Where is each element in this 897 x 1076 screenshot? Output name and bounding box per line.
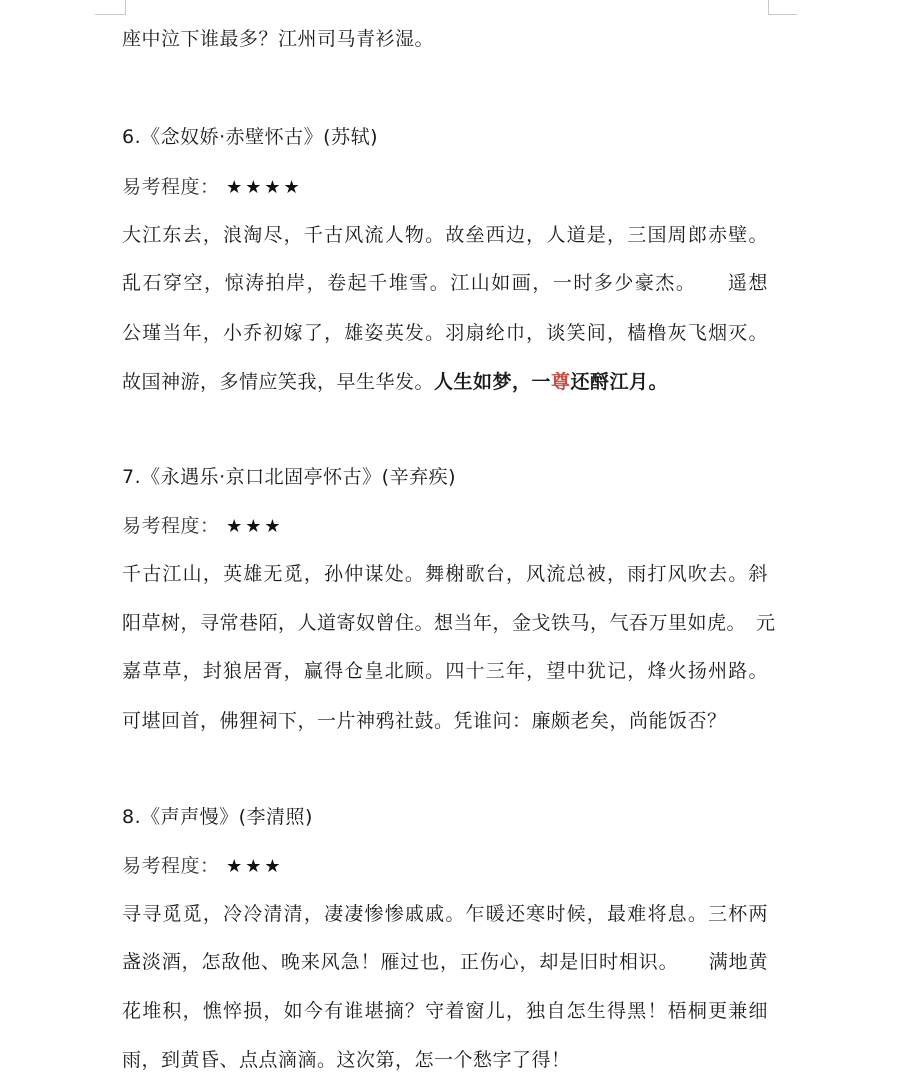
poem6-line-2: 乱石穿空，惊涛拍岸，卷起千堆雪。江山如画，一时多少豪杰。 遥想 — [122, 272, 768, 294]
poem8-line-2: 盏淡酒，怎敌他、晚来风急！雁过也，正伤心，却是旧时相识。 满地黄 — [122, 951, 768, 973]
poem8-heading: 8.《声声慢》(李清照) — [122, 806, 313, 828]
poem6-line-4 — [122, 367, 668, 394]
rating-label: 易考程度： — [122, 515, 220, 537]
poem8-line-1: 寻寻觅觅，冷冷清清，凄凄惨惨戚戚。乍暖还寒时候，最难将息。三杯两 — [122, 903, 768, 925]
star-icon: ★★★ — [226, 516, 284, 537]
poem6-rating — [122, 172, 303, 199]
star-icon: ★★★ — [226, 856, 284, 877]
poem7-line-2: 阳草树，寻常巷陌，人道寄奴曾住。想当年，金戈铁马，气吞万里如虎。 元 — [122, 612, 776, 634]
poem6-line-4-bold-b: 还酹江月。 — [570, 371, 669, 393]
poem7-line-4: 可堪回首，佛狸祠下，一片神鸦社鼓。凭谁问：廉颇老矣，尚能饭否？ — [122, 710, 727, 732]
poem6-line-4-highlight: 尊 — [551, 371, 571, 393]
star-icon: ★★★★ — [226, 177, 303, 198]
poem7-line-3: 嘉草草，封狼居胥，赢得仓皇北顾。四十三年，望中犹记，烽火扬州路。 — [122, 660, 768, 682]
poem7-rating — [122, 511, 283, 538]
poem8-line-3: 花堆积，憔悴损，如今有谁堪摘？守着窗儿，独自怎生得黑！梧桐更兼细 — [122, 1000, 768, 1022]
rating-label: 易考程度： — [122, 855, 220, 877]
poem8-rating — [122, 851, 283, 878]
poem8-line-4: 雨，到黄昏、点点滴滴。这次第，怎一个愁字了得！ — [122, 1049, 571, 1071]
poem6-line-4-bold-a: 人生如梦，一 — [434, 371, 552, 393]
crop-mark-left — [95, 0, 126, 15]
carryover-line: 座中泣下谁最多？江州司马青衫湿。 — [122, 28, 435, 50]
crop-mark-right — [768, 0, 797, 15]
poem7-heading: 7.《永遇乐·京口北固亭怀古》(辛弃疾) — [122, 466, 456, 488]
poem6-heading: 6.《念奴娇·赤壁怀古》(苏轼) — [122, 126, 378, 148]
rating-label: 易考程度： — [122, 176, 220, 198]
poem6-line-1: 大江东去，浪淘尽，千古风流人物。故垒西边，人道是，三国周郎赤壁。 — [122, 224, 768, 246]
poem6-line-3: 公瑾当年，小乔初嫁了，雄姿英发。羽扇纶巾，谈笑间，樯橹灰飞烟灭。 — [122, 322, 768, 344]
poem6-line-4-plain: 故国神游，多情应笑我，早生华发。 — [122, 371, 435, 393]
poem7-line-1: 千古江山，英雄无觅，孙仲谋处。舞榭歌台，风流总被，雨打风吹去。斜 — [122, 563, 768, 585]
